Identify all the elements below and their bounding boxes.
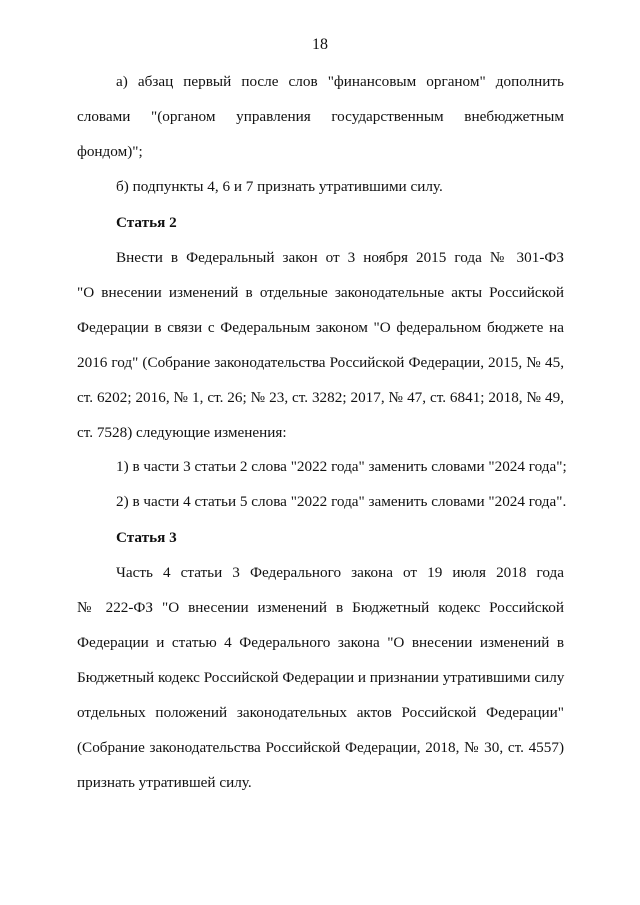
- article-3-line-2: № 222-ФЗ "О внесении изменений в Бюджетный кодекс Российской: [77, 599, 564, 616]
- article-2-item-1: 1) в части 3 статьи 2 слова "2022 года" заменить словами "2024 года";: [116, 458, 567, 475]
- article-2-line-1: Внести в Федеральный закон от 3 ноября 2015 года № 301-ФЗ: [116, 249, 564, 266]
- article-2-line-5: ст. 6202; 2016, № 1, ст. 26; № 23, ст. 3282; 2017, № 47, ст. 6841; 2018, № 49,: [77, 389, 564, 406]
- article-2-line-2: "О внесении изменений в отдельные законодательные акты Российской: [77, 284, 564, 301]
- article-2-item-2: 2) в части 4 статьи 5 слова "2022 года" заменить словами "2024 года".: [116, 493, 567, 510]
- article-2-line-4: 2016 год" (Собрание законодательства Российской Федерации, 2015, № 45,: [77, 354, 564, 371]
- article-2-line-3: Федерации в связи с Федеральным законом "О федеральном бюджете на: [77, 319, 564, 336]
- article-3-heading: Статья 3: [116, 529, 177, 546]
- page-number: 18: [312, 36, 328, 53]
- article-3-line-6: (Собрание законодательства Российской Федерации, 2018, № 30, ст. 4557): [77, 739, 564, 756]
- article-3-line-4: Бюджетный кодекс Российской Федерации и признании утратившими силу: [77, 669, 565, 686]
- paragraph-a-line-3: фондом)";: [77, 143, 143, 160]
- article-3-line-7: признать утратившей силу.: [77, 774, 252, 791]
- article-2-heading: Статья 2: [116, 214, 177, 231]
- article-2-line-6: ст. 7528) следующие изменения:: [77, 424, 287, 441]
- article-3-line-1: Часть 4 статьи 3 Федерального закона от 19 июля 2018 года: [116, 564, 564, 581]
- paragraph-b: б) подпункты 4, 6 и 7 признать утратившими силу.: [116, 178, 443, 195]
- article-3-line-3: Федерации и статью 4 Федерального закона "О внесении изменений в: [77, 634, 564, 651]
- article-3-line-5: отдельных положений законодательных актов Российской Федерации": [77, 704, 564, 721]
- paragraph-a-line-1: а) абзац первый после слов "финансовым органом" дополнить: [116, 73, 564, 90]
- paragraph-a-line-2: словами "(органом управления государственным внебюджетным: [77, 108, 564, 125]
